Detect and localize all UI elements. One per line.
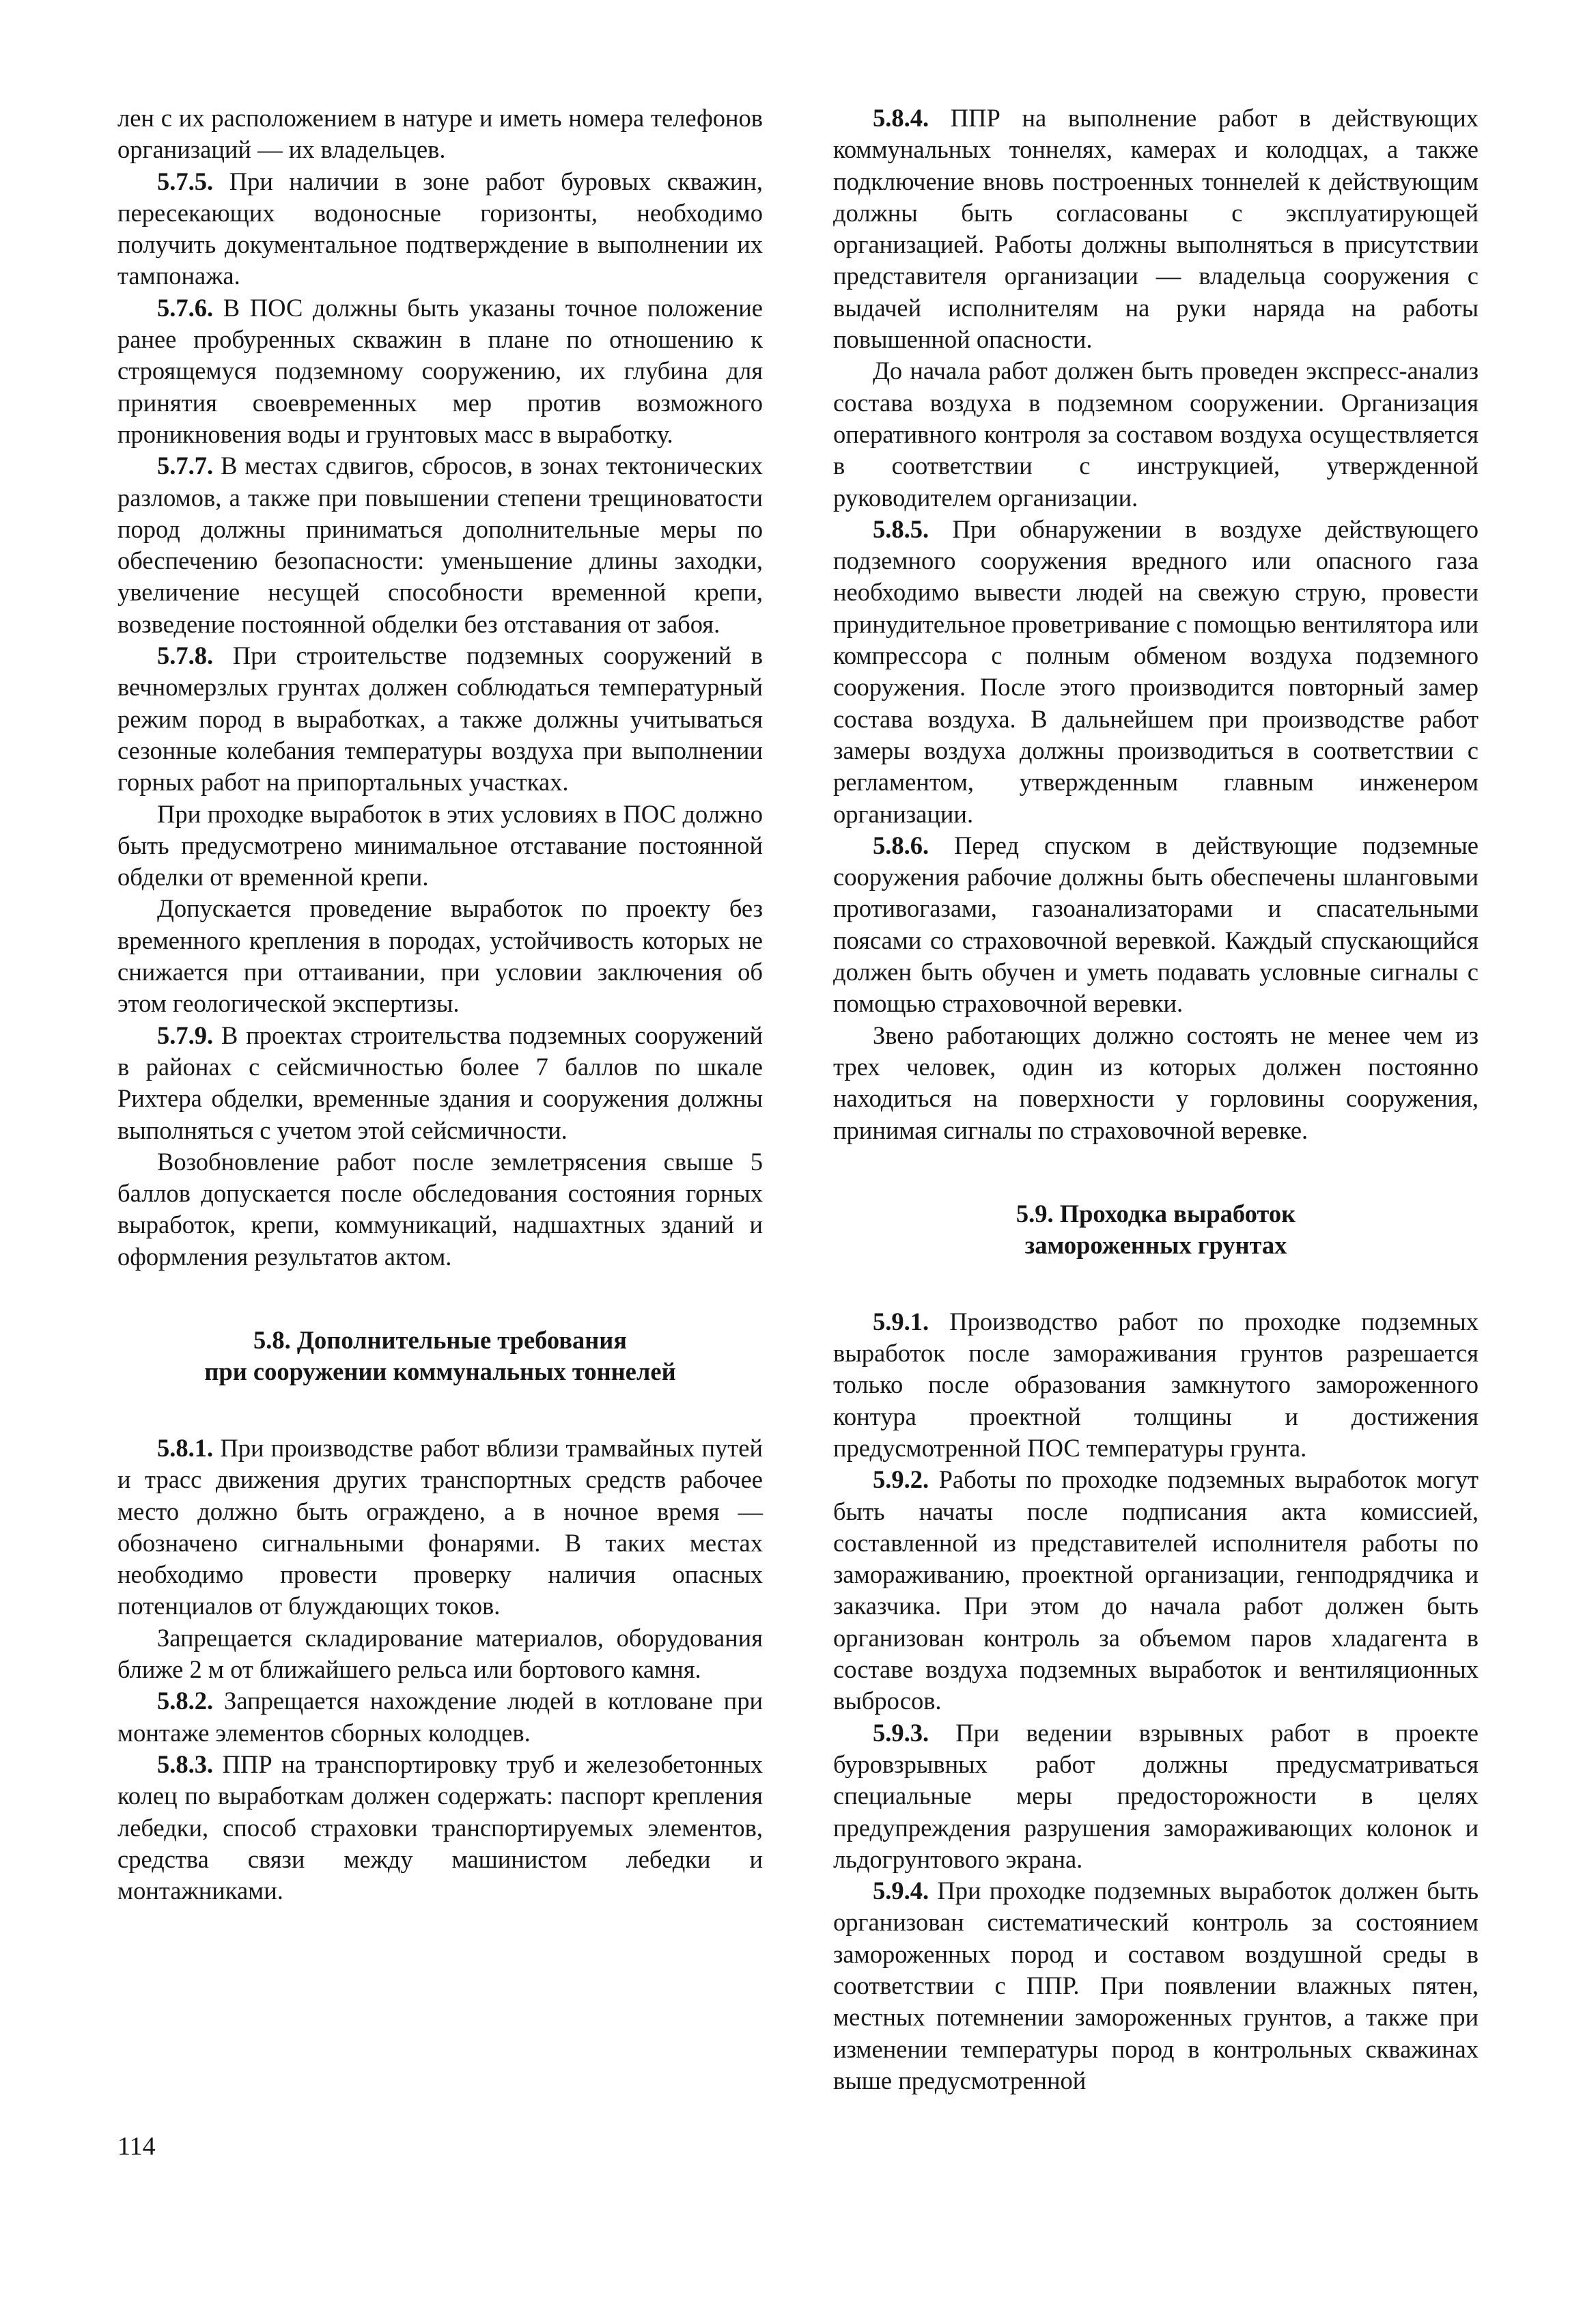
paragraph-5-8-3 bbox=[117, 1749, 763, 1907]
clause-number: 5.8.3. bbox=[157, 1749, 214, 1778]
clause-number: 5.9.2. bbox=[873, 1465, 929, 1494]
paragraph-5-9-1 bbox=[833, 1306, 1479, 1464]
paragraph-5-7-7 bbox=[117, 450, 763, 640]
paragraph-text: Работы по проходке подземных выработок могут быть начаты после подписания акта комиссией, составленной из представителей исполнителя работы по замораживанию, проектной организации, генподрядчика и заказчика. При этом до начала работ должен быть организован контроль за объемом паров хладагента в составе воздуха подземных выработок и вентиляционных выбросов. bbox=[833, 1465, 1479, 1715]
paragraph-5-7-8 bbox=[117, 640, 763, 798]
paragraph-text: При ведении взрывных работ в проекте буровзрывных работ должны предусматриваться специальные меры предосторожности в целях предупреждения разрушения замораживающих колонок и льдогрунтового экрана. bbox=[833, 1718, 1479, 1873]
left-column bbox=[117, 102, 763, 1907]
paragraph-5-9-2 bbox=[833, 1464, 1479, 1717]
paragraph: До начала работ должен быть проведен экспресс-анализ состава воздуха в подземном сооружении. Организация оперативного контроля за составом воздуха осуществляется в соответствии с инструкцией, утвержденной руководителем организации. bbox=[833, 357, 1479, 512]
clause-number: 5.8.5. bbox=[873, 514, 929, 543]
paragraph-text: Запрещается нахождение людей в котловане при монтаже элементов сборных колодцев. bbox=[117, 1687, 763, 1747]
paragraph-5-9-4 bbox=[833, 1875, 1479, 2097]
page-number: 114 bbox=[117, 2132, 156, 2161]
paragraph: Звено работающих должно состоять не менее чем из трех человек, один из которых должен постоянно находиться на поверхности у горловины сооружения, принимая сигналы по страховочной веревке. bbox=[833, 1021, 1479, 1144]
paragraph-5-9-3 bbox=[833, 1717, 1479, 1875]
clause-number: 5.8.4. bbox=[873, 104, 929, 132]
clause-number: 5.8.6. bbox=[873, 831, 929, 859]
clause-number: 5.9.3. bbox=[873, 1718, 929, 1747]
paragraph-5-8-2 bbox=[117, 1685, 763, 1749]
section-heading-line: при сооружении коммунальных тоннелей bbox=[204, 1357, 676, 1385]
paragraph-text: Производство работ по проходке подземных выработок после замораживания грунтов разрешается только после образования замкнутого замороженного контура проектной толщины и достижения предусмотренной ПОС температуры грунта. bbox=[833, 1307, 1479, 1462]
paragraph-text: ППР на транспортировку труб и железобетонных колец по выработкам должен содержать: паспорт крепления лебедки, способ страховки транспортируемых элементов, средства связи между машинистом лебедки и монтажниками. bbox=[117, 1749, 763, 1905]
paragraph: лен с их расположением в натуре и иметь номера телефонов организаций — их владельцев. bbox=[117, 104, 763, 164]
clause-number: 5.7.6. bbox=[157, 293, 214, 322]
paragraph-5-7-5 bbox=[117, 166, 763, 292]
paragraph-text: При строительстве подземных сооружений в вечномерзлых грунтах должен соблюдаться температурный режим пород в выработках, а также должны учитываться сезонные колебания температуры воздуха при выполнении горных работ на припортальных участках. bbox=[117, 641, 763, 797]
paragraph: При проходке выработок в этих условиях в ПОС должно быть предусмотрено минимальное отставание постоянной обделки от временной крепи. bbox=[117, 799, 763, 891]
paragraph-5-8-5 bbox=[833, 514, 1479, 830]
paragraph-text: ППР на выполнение работ в действующих коммунальных тоннелях, камерах и колодцах, а также подключение вновь построенных тоннелей к действующим должны быть согласованы с эксплуатирующей организацией. Работы должны выполняться в присутствии представителя организации — владельца сооружения с выдачей исполнителям на руки наряда на работы повышенной опасности. bbox=[833, 104, 1479, 354]
paragraph-text: Перед спуском в действующие подземные сооружения рабочие должны быть обеспечены шланговыми противогазами, газоанализаторами и спасательными поясами со страховочной веревкой. Каждый спускающийся должен быть обучен и уметь подавать условные сигналы с помощью страховочной веревки. bbox=[833, 831, 1479, 1018]
paragraph-5-7-9 bbox=[117, 1020, 763, 1146]
paragraph: Возобновление работ после землетрясения свыше 5 баллов допускается после обследования состояния горных выработок, крепи, коммуникаций, надшахтных зданий и оформления результатов актом. bbox=[117, 1147, 763, 1271]
paragraph-5-7-6 bbox=[117, 292, 763, 450]
section-heading-line: 5.9. Проходка выработок bbox=[1016, 1199, 1296, 1228]
clause-number: 5.9.1. bbox=[873, 1307, 929, 1336]
section-heading-5-8 bbox=[117, 1325, 763, 1387]
clause-number: 5.7.7. bbox=[157, 452, 214, 480]
section-heading-line: замороженных грунтах bbox=[1024, 1230, 1287, 1259]
clause-number: 5.7.8. bbox=[157, 641, 214, 670]
paragraph-text: При производстве работ вблизи трамвайных путей и трасс движения других транспортных средств рабочее место должно быть ограждено, а в ночное время — обозначено сигнальными фонарями. В таких местах необходимо провести проверку наличия опасных потенциалов от блуждающих токов. bbox=[117, 1433, 763, 1620]
section-heading-line: 5.8. Дополнительные требования bbox=[253, 1325, 628, 1354]
clause-number: 5.7.9. bbox=[157, 1021, 214, 1049]
paragraph-text: При проходке подземных выработок должен быть организован систематический контроль за состоянием замороженных пород и составом воздушной среды в соответствии с ППР. При появлении влажных пятен, местных потемнении замороженных грунтов, а также при изменении температуры пород в контрольных скважинах выше предусмотренной bbox=[833, 1877, 1479, 2094]
paragraph-text: В местах сдвигов, сбросов, в зонах тектонических разломов, а также при повышении степени трещиноватости пород должны приниматься дополнительные меры по обеспечению безопасности: уменьшение длины заходки, увеличение несущей способности временной крепи, возведение постоянной обделки без отставания от забоя. bbox=[117, 452, 763, 638]
clause-number: 5.9.4. bbox=[873, 1877, 929, 1905]
section-heading-5-9 bbox=[833, 1198, 1479, 1261]
paragraph-text: При обнаружении в воздухе действующего подземного сооружения вредного или опасного газа необходимо вывести людей на свежую струю, провести принудительное проветривание с помощью вентилятора или компрессора с полным обменом воздуха подземного сооружения. После этого производится повторный замер состава воздуха. В дальнейшем при производстве работ замеры воздуха должны производиться в соответствии с регламентом, утвержденным главным инженером организации. bbox=[833, 514, 1479, 828]
clause-number: 5.7.5. bbox=[157, 167, 214, 195]
right-column bbox=[833, 102, 1479, 2097]
paragraph: Запрещается складирование материалов, оборудования ближе 2 м от ближайшего рельса или бортового камня. bbox=[117, 1623, 763, 1684]
paragraph: Допускается проведение выработок по проекту без временного крепления в породах, устойчивость которых не снижается при оттаивании, при условии заключения об этом геологической экспертизы. bbox=[117, 894, 763, 1018]
paragraph-5-8-1 bbox=[117, 1433, 763, 1622]
paragraph-5-8-4 bbox=[833, 102, 1479, 355]
paragraph-text: В ПОС должны быть указаны точное положение ранее пробуренных скважин в плане по отношению к строящемуся подземному сооружению, их глубина для принятия своевременных мер против возможного проникновения воды и грунтовых масс в выработку. bbox=[117, 293, 763, 448]
paragraph-5-8-6 bbox=[833, 830, 1479, 1020]
clause-number: 5.8.1. bbox=[157, 1433, 214, 1462]
paragraph-text: При наличии в зоне работ буровых скважин, пересекающих водоносные горизонты, необходимо получить документальное подтверждение в выполнении их тампонажа. bbox=[117, 167, 763, 290]
clause-number: 5.8.2. bbox=[157, 1687, 214, 1715]
paragraph-text: В проектах строительства подземных сооружений в районах с сейсмичностью более 7 баллов по шкале Рихтера обделки, временные здания и сооружения должны выполняться с учетом этой сейсмичности. bbox=[117, 1021, 763, 1144]
